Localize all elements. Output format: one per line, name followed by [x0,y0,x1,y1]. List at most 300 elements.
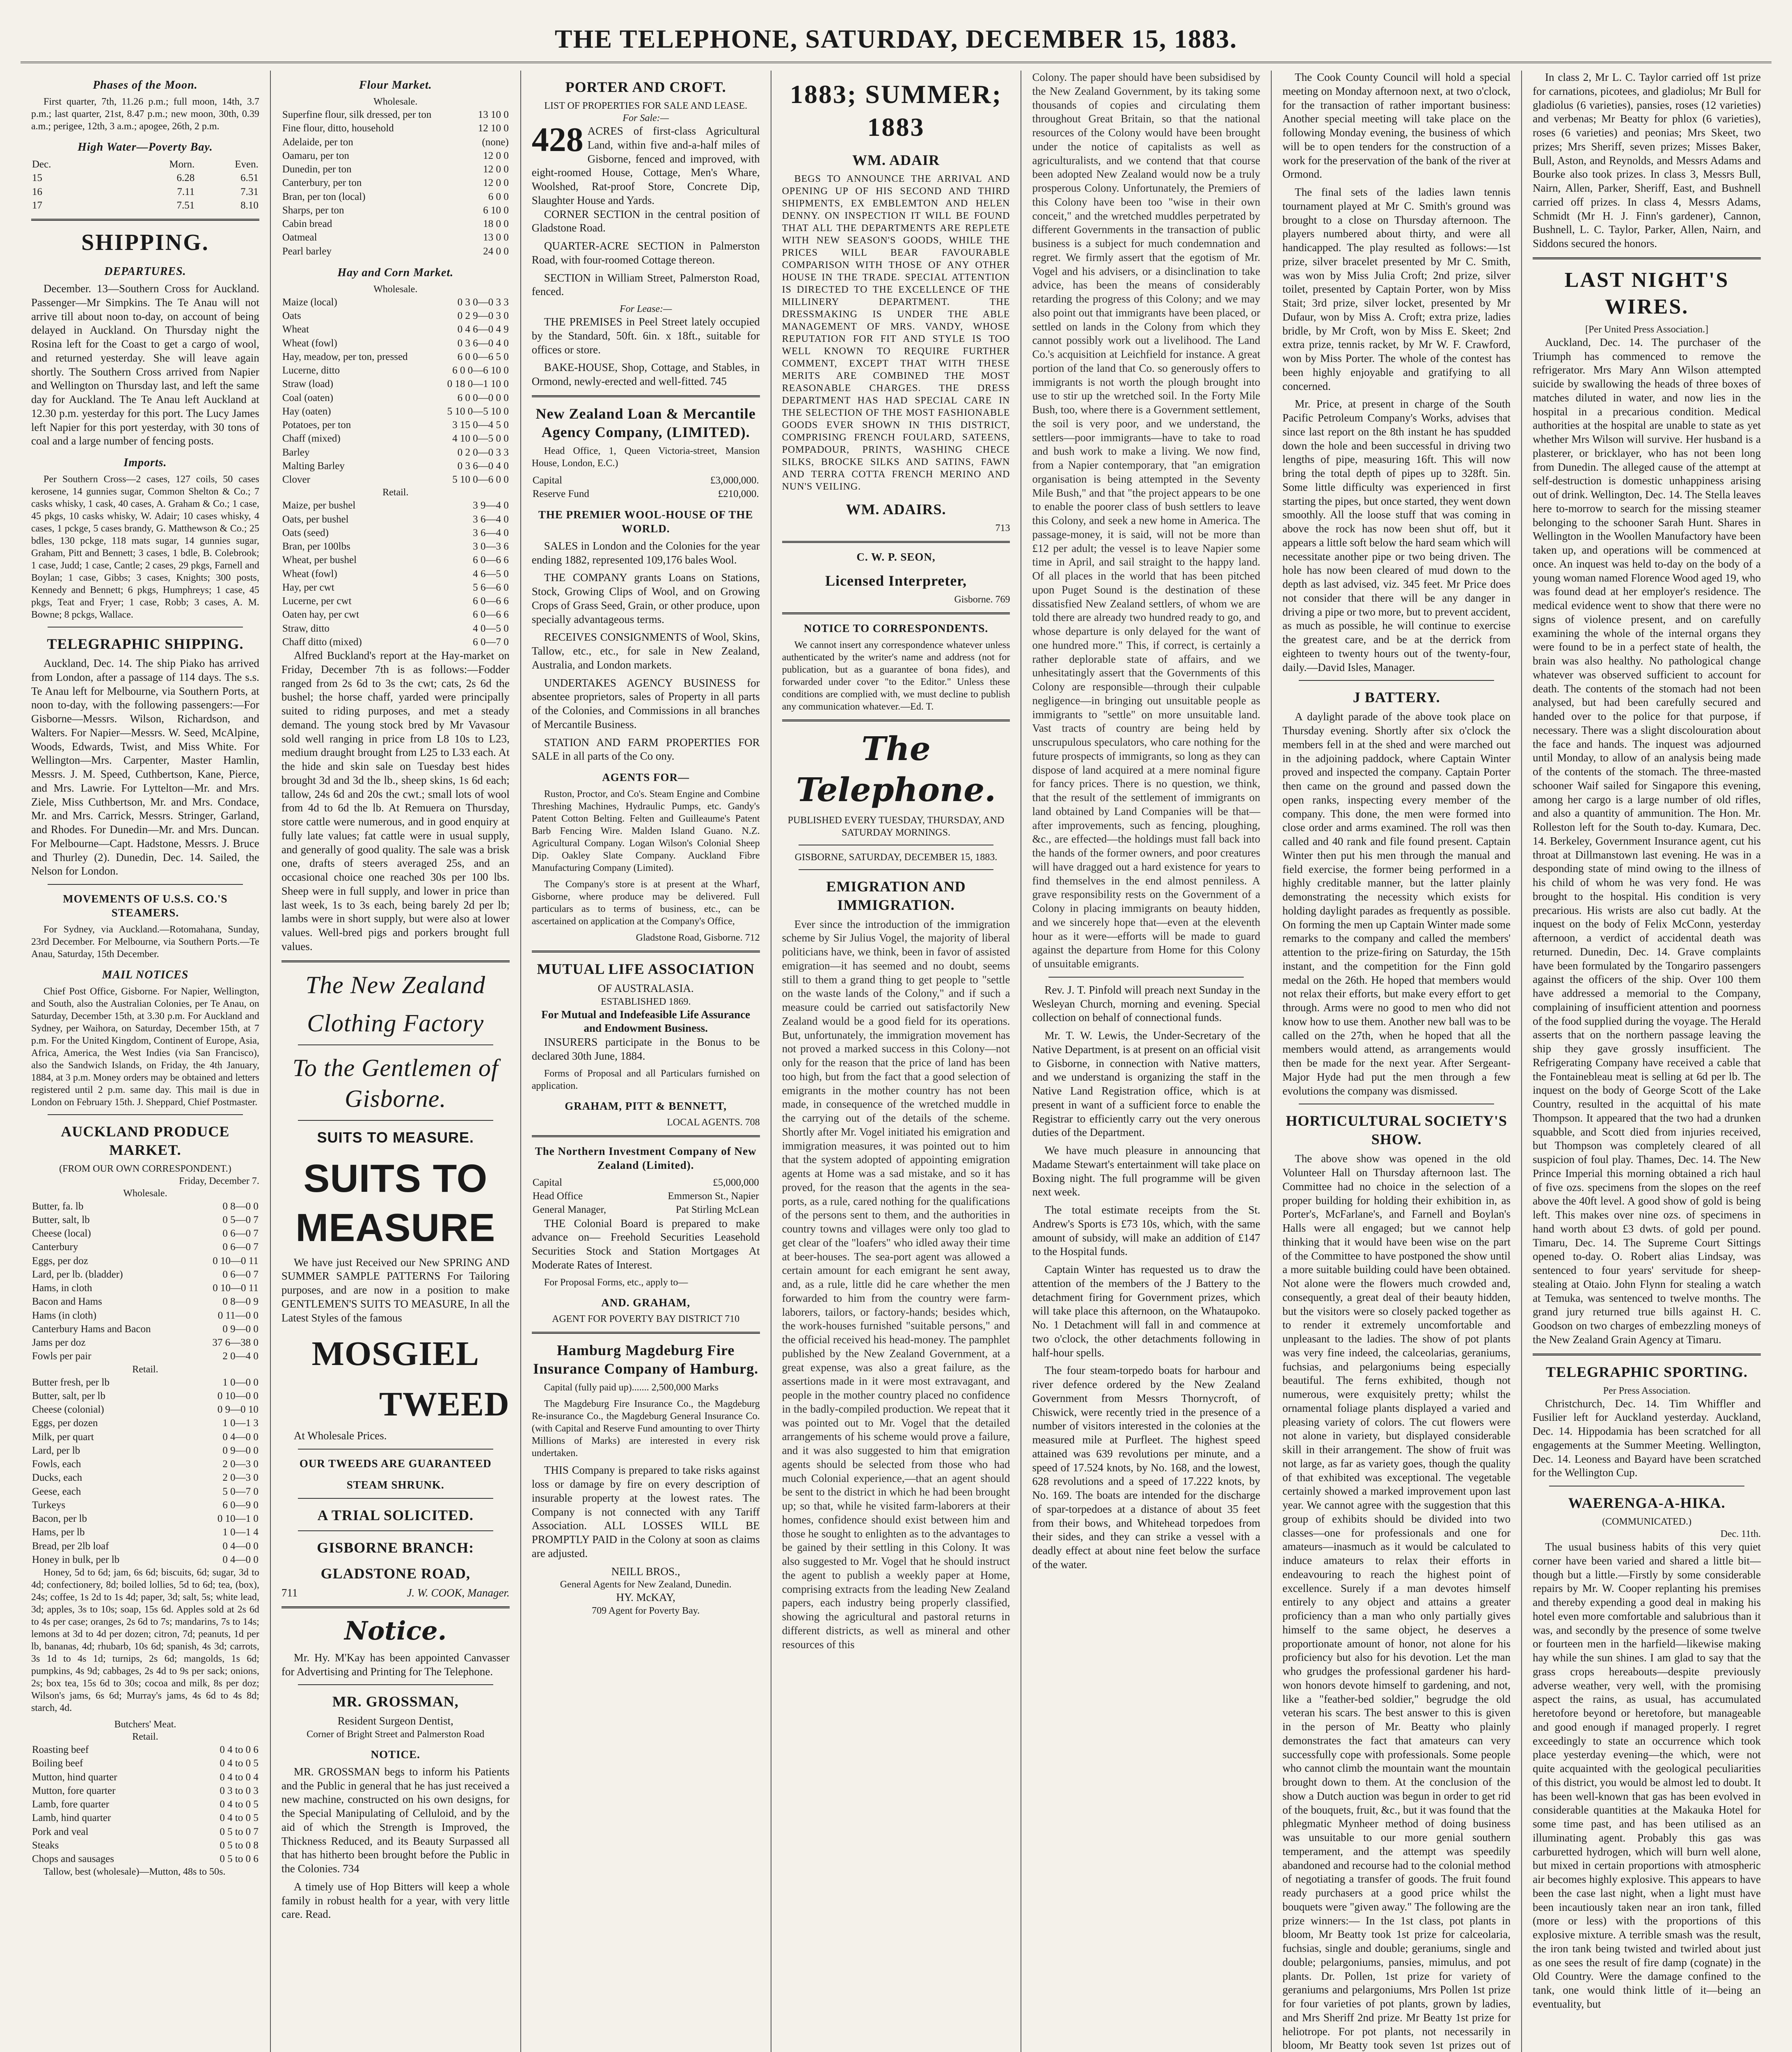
row-value: 18 0 0 [483,218,509,229]
row-value: 5 10 0—6 0 0 [452,474,509,485]
table-row [282,163,510,176]
neill-heading: NEILL BROS., [611,1565,680,1578]
porter-croft-subheading: LIST OF PROPERTIES FOR SALE AND LEASE. [544,101,748,111]
hay-retail-table [282,499,510,649]
row-label: Hay, meadow, per ton, pressed [282,351,408,362]
wholesale-prices-text: At Wholesale Prices. [293,1429,387,1442]
adair-signature: WM. ADAIRS. [846,501,946,518]
winter-text: Captain Winter has requested us to draw the attention of the members of the J Battery to the detachment firing for Government prizes, which will take place this afternoon, on the Whataupoko. No. 1 Detachment will fall in and commence at two o'clock, the other detachments following in half-hour spells. [1032,1263,1261,1359]
station-text: STATION AND FARM PROPERTIES FOR SALE in all parts of the Co ony. [531,736,760,763]
row-label: Hams, per lb [32,1527,85,1538]
row-label: Coal (oaten) [282,392,334,403]
row-label: Butter, salt, lb [32,1214,90,1225]
table-row [282,513,510,526]
j-battery-text: A daylight parade of the above took place on Thursday evening. Shortly after six o'clock the members fell in at the shed and were marched out in the adjoining paddock, where Captain Winter proved and inspected the company. Captain Porter then came on the ground and passed down the open ranks, inspecting every member of the company. This done, the men were formed into close order and arms examined. The roll was then called and 40 rank and file found present. Captain Winter then put his men through the manual and field exercise, the former being performed in a highly creditable manner, but the latter plainly demonstrating the necessity which exists for holding daylight parades as frequently as possible. On forming the men up Captain Winter made some remarks to the company and called the members' attention to the prize-firing on Saturday, the 15th instant, and the competition for the Finn gold medal on the 26th. He hoped that members would not relax their efforts, but make every effort to get through. Arms were no good to men who did not know how to use them. Another new ball was to be called on the 27th, when he hoped that all the members would attend, as arrangements would then be made for the next year. After Sergeant-Major Hyde had put the men through a few evolutions the company was dismissed. [1282,710,1511,1097]
row-value: £5,000,000 [713,1177,759,1188]
grossman-heading: MR. GROSSMAN, [332,1693,459,1710]
store-text: The Company's store is at present at the Wharf, Gisborne, where produce may be delivered. Full particulars as to terms of business, etc., can be ascertained on application at the Company's Office, [531,879,760,927]
table-row [282,190,510,204]
row-label: Adelaide, per ton [282,136,353,148]
divider [48,1114,243,1115]
class-2-text: In class 2, Mr L. C. Taylor carried off 1st prize for carnations, picotees, and gladiolus; Mr Bull for gladiolus (6 varieties), pansies, roses (12 varieties) and verbenas; Mr Beatty for phlox (6 varieties), roses (6 varieties) and peonias; Mrs Skeet, two prizes; Mrs Sheriff, seven prizes; Misses Baker, Bull, Aston, and Reynolds, and Messrs Adams and Bourke also took prizes. In class 3, Messrs Bull, Nairn, Allen, Parker, Sheriff, East, and Bushnell carried off prizes. In class 4, Messrs Adams, Schmidt (Mr H. J. Finn's gardener), Cannon, Bushnell, L. C. Taylor, Parker, Allen, Nairn, and Siddons secured the honors. [1533,71,1761,250]
row-value: 6 0—6 6 [473,595,509,607]
row-label: Dunedin, per ton [282,164,352,175]
table-row [31,1457,259,1471]
sporting-text: Christchurch, Dec. 14. Tim Whiffler and Fusilier left for Auckland yesterday. Auckland, Dec. 14. Hippodamia has been scratched for all engagements at the Summer Meeting. Wellington, Dec. 14. Leoness and Bayard have been scratched for the Wellington Cup. [1533,1397,1761,1479]
row-label: Hay (oaten) [282,405,331,417]
row-label: Pork and veal [32,1826,89,1837]
row-value: 0 4 to 0 5 [220,1758,259,1769]
table-row [282,594,510,608]
row-label: Bran, per 100lbs [282,541,350,552]
correspondents-heading: NOTICE TO CORRESPONDENTS. [803,622,989,634]
divider [782,719,1010,721]
row-label: Straw (load) [282,378,334,390]
table-row [282,526,510,540]
stewart-text: We have much pleasure in announcing that Madame Stewart's entertainment will take place on Boxing night. The full programme will be given next week. [1032,1144,1261,1198]
row-label: Clover [282,474,310,485]
divider [31,219,259,221]
row-value: 4 10 0—5 0 0 [452,433,509,444]
row-value: 3 6—4 0 [473,513,509,525]
row-value: 3 0—3 6 [473,541,509,552]
row-label: Potatoes, per ton [282,419,351,431]
row-label: Jams per doz [32,1337,86,1348]
row-value: 3 9—4 0 [473,500,509,511]
suits-small-heading: SUITS TO MEASURE. [317,1129,474,1146]
row-label: Hams, in cloth [32,1282,92,1294]
emigration-heading: EMIGRATION AND IMMIGRATION. [826,878,966,913]
moon-heading: Phases of the Moon. [93,79,198,92]
row-value: 6 0 0—0 0 0 [457,392,509,403]
mutual-life-subheading: OF AUSTRALASIA. [597,982,694,994]
column-2 [271,71,521,2052]
divider [532,1332,760,1334]
council-text: The Cook County Council will hold a special meeting on Monday afternoon next, at two o'clock, for the transaction of rather important business: Another special meeting will take place on the following Monday evening, the business of which will be to open tenders for the construction of a work for the preservation of the bank of the river at Ormond. [1282,71,1511,181]
table-row [31,1336,259,1349]
table-row [282,418,510,432]
table-row [282,377,510,391]
row-value: 12 10 0 [478,123,509,134]
for-lease-label: For Lease:— [619,304,672,314]
gentlemen-heading: To the Gentlemen of Gisborne. [292,1054,499,1112]
table-row: 15 6.28 6.51 [32,172,259,184]
agents-text: Ruston, Proctor, and Co's. Steam Engine and Combine Threshing Machines, Hydraulic Pumps, etc. Gandy's Patent Cotton Belting. Felten and Guilleaume's Patent Barb Fencing Wire. Malden Island Guano. N.Z. Agricultural Company. Logan Wilson's Colonial Sheep Dip. Oakley Slate Company. Auckland Fibre Manufacturing Company (Limited). [531,788,760,873]
summer-heading: 1883; SUMMER; 1883 [790,80,1002,142]
divider [1533,1353,1761,1356]
row-label: Malting Barley [282,460,345,472]
table-row [282,350,510,364]
row-label: Lard, per lb [32,1445,80,1456]
table-row [31,1240,259,1254]
row-label: Roasting beef [32,1744,89,1755]
table-row [282,567,510,581]
row-value: 5 10 0—5 10 0 [447,405,509,417]
row-value: 0 9—0 0 [222,1323,259,1335]
table-row [282,323,510,336]
table-row [282,432,510,445]
table-row [282,581,510,594]
grossman-text: MR. GROSSMAN begs to inform his Patients and the Public in general that he has just received a new machine, constructed on his own designs, for the Special Manipulating of Celluloid, and by the aid of which the Strength is Improved, the Thickness Reduced, and its Beauty Surpassed all that has hitherto been brought before the Public in the Colonies. 734 [281,1765,510,1875]
table-row [31,1309,259,1322]
row-label: Milk, per quart [32,1431,94,1443]
manager-line [282,1586,510,1600]
movements-text: For Sydney, via Auckland.—Rotomahana, Sunday, 23rd December. For Melbourne, via Southern Ports.—Te Anau, Saturday, 15th December. [31,924,259,960]
row-value: 0 4—0 0 [222,1431,259,1443]
seon-heading: C. W. P. SEON, [856,551,936,563]
wholesale-label: Wholesale. [123,1188,167,1199]
insurers-text: INSURERS participate in the Bonus to be declared 30th June, 1884. [531,1036,760,1062]
table-row [282,108,510,121]
table-row [282,149,510,163]
row-label: Maize, per bushel [282,500,356,511]
divider [1048,977,1244,978]
column-7 [1522,71,1771,2052]
table-row [282,231,510,244]
row-value: 0 5 to 0 6 [220,1853,259,1864]
row-value: 0 10—1 0 [217,1513,259,1524]
row-value: 0 11—0 0 [217,1310,259,1321]
produce-date: Friday, December 7. [179,1175,259,1186]
wires-heading: LAST NIGHT'S WIRES. [1564,268,1729,318]
for-sale-label: For Sale:— [623,113,669,124]
column-1 [21,71,271,2052]
row-value: 0 3 6—0 4 0 [457,460,509,472]
graham-subheading: AGENT FOR POVERTY BAY DISTRICT 710 [552,1314,740,1325]
row-label: Cheese (colonial) [32,1404,104,1415]
divider [298,1044,493,1045]
trial-heading: A TRIAL SOLICITED. [317,1507,474,1523]
row-label: Superfine flour, silk dressed, per ton [282,109,432,120]
divider [282,960,510,962]
divider [298,1530,493,1531]
telephone-dateline: GISBORNE, SATURDAY, DECEMBER 15, 1883. [794,852,998,863]
row-value: 0 4 6—0 4 9 [457,324,509,335]
row-value: 1 0—1 4 [222,1527,259,1538]
mosgiel-heading: MOSGIEL [311,1335,479,1373]
row-value: 0 3 0—0 3 3 [457,296,509,308]
row-value: 0 10—0 11 [213,1282,259,1294]
row-label: Mutton, hind quarter [32,1771,117,1783]
row-value: 0 6—0 7 [222,1228,259,1239]
gladstone-heading: GLADSTONE ROAD, [320,1565,470,1582]
row-label: Wheat [282,324,309,335]
seon-subheading: Gisborne. 769 [954,594,1010,605]
table-row [31,1539,259,1553]
row-value: 4 0—5 0 [473,623,509,634]
flour-label: Wholesale. [373,96,418,107]
row-value: 0 2 0—0 3 3 [457,447,509,458]
honey-prices-text: Honey, 5d to 6d; jam, 6s 6d; biscuits, 6d; sugar, 3d to 4d; confectionery, 8d; boiled lollies, 5d to 6d; tea, (box), 24s; coffee, 1s 2d to 1s 4d; paper, 3d; salt, 5s; white lead, 3d; apples, 3s to 10s; soap, 15s 6d. Apples sold at 2s 6d to 4s per case; oranges, 2s 6d to 7s; mandarins, 7s to 14s; lemons at 3d to 4d per dozen; citron, 7d; peanuts, 1d per lb, bananas, 4d; rhubarb, 10s 6d; spanish, 4s 3d; carrots, 3s 1d to 4s 1d; turnips, 2s 6d; mangolds, 1s 6d; pumpkins, 4s 9d; cabbages, 2s 4d to 9s per sack; onions, 2s; box tea, 15s 6d to 30s; cocoa and milk, 8s per doz; Wilson's jams, 6s 6d; Murray's jams, 4s 6d to 4s 8d; starch, 4d. [31,1567,259,1713]
row-label: Eggs, per doz [32,1255,88,1266]
row-value: 6 0—7 0 [473,636,509,648]
row-value: 0 4 to 0 4 [220,1771,259,1783]
shipping-heading: SHIPPING. [81,230,209,255]
consignments-text: RECEIVES CONSIGNMENTS of Wool, Skins, Tallow, etc., etc., for sale in New Zealand, Australia, and London markets. [531,631,760,671]
table-row [31,1743,259,1757]
table-row [282,473,510,486]
row-label: Fowls per pair [32,1351,92,1362]
table-row [31,1798,259,1811]
row-label: Lucerne, per cwt [282,595,352,607]
sporting-heading: TELEGRAPHIC SPORTING. [1546,1363,1748,1380]
row-label: Canterbury, per ton [282,177,362,189]
row-value: 0 2 9—0 3 0 [457,310,509,321]
guaranteed-line-1: OUR TWEEDS ARE GUARANTEED [299,1457,492,1470]
lewis-text: Mr. T. W. Lewis, the Under-Secretary of the Native Department, is at present on an official visit to Gisborne, in connection with Native matters, and we understand is organizing the staff in the Native Land Registration office, which is at present in want of a sufficient force to enable the Registrar to efficiently carry out the very onerous duties of the Department. [1032,1029,1261,1139]
waerenga-subheading: (COMMUNICATED.) [1602,1516,1692,1527]
tweed-heading: TWEED [379,1385,510,1424]
table-row [282,540,510,553]
bakehouse-text: BAKE-HOUSE, Shop, Cottage, and Stables, in Ormond, newly-erected and well-fitted. 745 [531,361,760,387]
divider [298,1684,493,1685]
row-label: Honey in bulk, per lb [32,1554,120,1565]
row-value: 0 10—0 11 [213,1255,259,1266]
company-loans-text: THE COMPANY grants Loans on Stations, Stock, Growing Clips of Wool, and on Growing Crops of Grass Seed, Grain, or other produce, upon specially advantageous terms. [531,571,760,625]
row-value: 12 0 0 [483,177,509,189]
row-label: Mutton, fore quarter [32,1785,116,1796]
hay-heading: Hay and Corn Market. [337,266,454,279]
row-label: Wheat (fowl) [282,337,337,349]
acres-number: 428 [531,121,584,159]
table-row [282,217,510,231]
table-row [31,1784,259,1798]
table-row [31,1268,259,1281]
row-value: 0 4 to 0 5 [220,1812,259,1824]
row-value: 1 0—0 0 [222,1376,259,1388]
table-row [31,1281,259,1295]
column-3 [521,71,771,2052]
table-row [31,1757,259,1770]
agents-heading: AGENTS FOR— [602,771,690,783]
row-value: 0 5 to 0 8 [220,1839,259,1851]
table-row [31,1254,259,1268]
table-row [31,1512,259,1525]
row-label: Wheat (fowl) [282,568,337,579]
table-row [31,1525,259,1539]
emigration-text: Ever since the introduction of the immigration scheme by Sir Julius Vogel, the majority of liberal politicians have, we think, been in favor of assisted emigration—it has seemed and no doubt, seems still to them a grand thing to get people to "settle on the waste lands of the Colony," and if such a measure could be carried out satisfactorily New Zealand would be a good field for its operations. But, unfortunately, the immigration movement has not proved a marked success in this Colony—not only for the reason that the price of land has been too high, but from the fact that a good selection of emigrants in the mother country has not been made, in consequence of the wretched muddle in the carrying out of the details of the scheme. Shortly after Mr. Vogel initiated his emigration and immigration measures, it was pointed out to him that the system adopted of appointing emigration agents at Home was a sad mistake, and so it has proved, for the reason that the agents in the sea-ports, as a rule, cared nothing for the qualifications of the persons sent to them, and the authorities in country towns and villages were only too glad to get clear of the "loafers" who idled away their time at beer-houses. The sea-port agent was allowed a certain amount for each emigrant he sent away, and, as a rule, little did he care whether the men forwarded to him from the country were farm-laborers, tailors, or factory-hands; besides which, the work-houses furnished "suitable persons," and the official received his head-money. The pamphlet published by the New Zealand Government, at a great expense, was also a great failure, as the assertions made in it were most extravagant, and people in the mother country placed no confidence in the badly-compiled production. We repeat that it was pointed out to Mr. Vogel that the detailed arrangements of his scheme would prove a failure, and it was also suggested to him that emigration agents should be selected from those who had much Colonial experience,—that an agent should be sent to the district in which he had been brought up; so that, while he visited farm-laborers at their homes, confidence should exist between him and those he sought to enlighten as to the advantages to be gained by their settling in this Colony. It was also suggested to Mr. Vogel that he should instruct the agent to publish a weekly paper at Home, comprising extracts from the leading New Zealand papers, each industry being properly classified, showing the agricultural and pastoral returns in different districts, as well as mineral and other resources of this [782,918,1010,1651]
row-label: Wheat, per bushel [282,554,357,566]
store-address: Gladstone Road, Gisborne. 712 [636,932,760,943]
wholesale-table [31,1200,259,1363]
table-row [282,245,510,258]
flour-table [282,108,510,258]
row-label: Chops and sausages [32,1853,114,1864]
table-row [282,553,510,567]
row-value: 0 10—0 0 [217,1390,259,1402]
table-row [31,1485,259,1498]
waerenga-date: Dec. 11th. [1720,1529,1761,1539]
grossman-subheading: Resident Surgeon Dentist, [337,1715,453,1727]
corner-section-text: CORNER SECTION in the central position of Gladstone Road. [531,208,760,234]
hay-table [282,295,510,487]
masthead-title: THE TELEPHONE, SATURDAY, DECEMBER 15, 1883. [21,16,1771,63]
table-row [31,1839,259,1852]
suits-big-heading: SUITS TO MEASURE [295,1156,496,1250]
j-battery-heading: J BATTERY. [1353,689,1440,706]
tide-heading: High Water—Poverty Bay. [78,141,213,153]
porter-croft-heading: PORTER AND CROFT. [565,79,726,95]
table-row [31,1444,259,1457]
table-row [31,1430,259,1444]
row-value: 0 4—0 0 [222,1540,259,1552]
row-value: 0 4 to 0 5 [220,1799,259,1810]
mckay-subheading: 709 Agent for Poverty Bay. [592,1605,700,1616]
divider [532,1135,760,1137]
retail-label: Retail. [132,1364,158,1375]
sporting-subheading: Per Press Association. [1603,1385,1691,1396]
table-row [532,1189,760,1203]
manager-name: J. W. COOK, Manager. [407,1586,510,1599]
row-label: Oats, per bushel [282,513,349,525]
row-label: Lamb, hind quarter [32,1812,111,1824]
row-label: Bran, per ton (local) [282,191,366,202]
sports-text: The total estimate receipts from the St. Andrew's Sports is £73 10s, which, with the same amount of subsidy, will make an addition of £147 to the Hospital funds. [1032,1204,1261,1258]
row-label: Chaff (mixed) [282,433,341,444]
row-value: 4 6—5 0 [473,568,509,579]
row-value: 6 0—6 6 [473,609,509,621]
row-value: 37 6—38 0 [212,1337,259,1348]
column-5 [1021,71,1272,2052]
seon-licensed: Licensed Interpreter, [825,572,967,589]
row-value: 0 3 6—0 4 0 [457,337,509,349]
divider [782,541,1010,543]
table-row [282,635,510,649]
hop-bitters-text: A timely use of Hop Bitters will keep a whole family in robust health for a year, with very little care. Read. [281,1880,510,1921]
row-label: Oats [282,310,301,321]
table-row [282,135,510,149]
row-label: Eggs, per dozen [32,1418,98,1429]
table-row [282,608,510,621]
table-row [282,364,510,377]
tennis-text: The final sets of the ladies lawn tennis tournament played at Mr C. Smith's ground was brought to a close on Thursday afternoon. The players numbered about thirty, and were all handicapped. The play resulted as follows:—1st prize, silver bracelet presented by Mr C. Smith, was won by Miss Julia Croft; 2nd prize, silver toilet, presented by Captain Porter, won by Miss Stait; 3rd prize, silver locket, presented by Mr Dufaur, won by Miss A. Croft; extra prize, ladies bridle, by Mr Croft, won by Miss E. Skeet; 2nd extra prize, tennis racket, by Mr W. F. Crawford, won by Miss Porter. The whole of the contest has been highly enjoyable and gratifying to all concerned. [1282,186,1511,392]
row-value: 2 0—3 0 [222,1459,259,1470]
nz-loan-heading: New Zealand Loan & Mercantile Agency Company, (LIMITED). [536,405,756,440]
row-value: 24 0 0 [483,245,509,257]
row-label: Hay, per cwt [282,582,334,593]
produce-subheading: (FROM OUR OWN CORRESPONDENT.) [59,1163,231,1174]
table-row [31,1403,259,1416]
manager-number: 711 [281,1586,298,1599]
row-value: 0 3 to 0 3 [220,1785,259,1796]
imports-text: Per Southern Cross—2 cases, 127 coils, 50 cases kerosene, 14 gunnies sugar, Common Shelton & Co.; 7 casks whisky, 1 cask, 40 cases, A. Graham & Co.; 1 case, 45 pkgs, 10 casks whisky, W. Adair; 10 cases whisky, 4 cases, 1 pckge, 5 cases brandy, G. Matthewson & Co.; 25 bdles, 130 pckge, 118 mats sugar, 14 gunnies sugar, Graham, Pitt and Bennett; 3 cases, 1 bdle, B. Colebrook; 1 case, Judd; 1 case, Cantle; 2 cases, 29 pkgs, Farnell and Boylan; 1 case, Gibbs; 3 cases, Knights; 300 posts, Kennedy and Bennett; 6 pkgs, Humphreys; 1 case, 45 pkgs, Teat and Fryer; 1 case, Robb; 3 cases, A. M. Bowne; 8 pckgs, Wallace. [31,474,259,620]
pinfold-text: Rev. J. T. Pinfold will preach next Sunday in the Wesleyan Church, morning and evening. Special collection on behalf of connectional funds. [1032,983,1261,1024]
table-row [31,1498,259,1512]
divider [48,884,243,885]
departures-heading: DEPARTURES. [104,265,186,278]
row-label: Lard, per lb. (bladder) [32,1269,123,1280]
telegraphic-shipping-heading: TELEGRAPHIC SHIPPING. [47,636,244,652]
row-value: 12 0 0 [483,150,509,161]
telephone-title: The Telephone. [796,729,996,809]
row-value: 12 0 0 [483,164,509,175]
agency-text: UNDERTAKES AGENCY BUSINESS for absentee proprietors, sales of Property in all parts of the Colonies, and Commissions in all branches of Mercantile Business. [531,676,760,731]
row-label: Straw, ditto [282,623,330,634]
row-label: Maize (local) [282,296,337,308]
mail-notices-text: Chief Post Office, Gisborne. For Napier, Wellington, and South, also the Australian Colonies, per Te Anau, on Saturday, December 15th, at 3.30 p.m. For Auckland and Sydney, per Waihora, on Saturday, December 15th, at 7 p.m. For the United Kingdom, Continent of Europe, Asia, Africa, America, the West Indies (via San Francisco), also the Sandwich Islands, on Friday, the 4th January, 1884, at 3 p.m. Money orders may be obtained and letters registered until 2 p.m. same day. This mail is due in London on February 15th. J. Sheppard, Chief Postmaster. [31,986,259,1108]
row-label: General Manager, [532,1204,606,1216]
row-value: 6 10 0 [483,204,509,216]
row-value: (none) [482,136,509,148]
column-4 [771,71,1022,2052]
table-row [31,1553,259,1566]
table-row: Capital £3,000,000. [532,474,759,486]
hamburg-capital: Capital (fully paid up)....... 2,500,000 Marks [544,1382,719,1393]
row-value: 5 6—6 0 [473,582,509,593]
tide-table [31,158,259,212]
table-row [282,459,510,473]
hamburg-text: The Magdeburg Fire Insurance Co., the Magdeburg Re-insurance Co., the Magdeburg General Insurance Co. (with Capital and Reserve Fund amounting to over Thirty Millions of Marks) are interested in every risk undertaken. [531,1399,760,1459]
capital-table [532,474,760,501]
established-text: ESTABLISHED 1869. [600,996,691,1007]
row-value: 6 0 0—6 5 0 [457,351,509,362]
row-value: Pat Stirling McLean [675,1204,759,1216]
moon-text: First quarter, 7th, 11.26 p.m.; full moon, 14th, 3.7 p.m.; last quarter, 21st, 8.47 p.m.; new moon, 30th, 0.39 a.m.; perigee, 12th, 3 a.m.; apogee, 26th, 2 p.m. [31,96,259,132]
notice-2-heading: NOTICE. [371,1748,420,1761]
row-label: Oats (seed) [282,527,329,538]
departures-text: December. 13—Southern Cross for Auckland. Passenger—Mr Simpkins. The Te Anau will not arrive till about noon to-day, on account of being delayed in Auckland. On Thursday night the Rosina left for the Coast to get a cargo of wool, and returned yesterday. She will leave again shortly. The Southern Cross arrived from Napier and Wellington on Thursday last, and left the same day for Auckland. The Te Anau left Auckland at 12.30 p.m. yesterday for this port. The Lucy James left Napier for this port yesterday, with 30 tons of coal and a large number of fencing posts. [31,282,259,447]
colonial-board-text: THE Colonial Board is prepared to make advance on— Freehold Securities Leasehold Securities Stock and Station Mortgages At Moderate Rates of Interest. [531,1217,760,1271]
row-value: 2 0—4 0 [222,1351,259,1362]
table-row [31,1416,259,1430]
table-row [282,622,510,635]
mutual-tagline: For Mutual and Indefeasible Life Assurance and Endowment Business. [541,1008,751,1035]
divider [48,627,243,628]
row-value: 0 4—0 0 [222,1554,259,1565]
acres-text: ACRES of first-class Agricultural Land, within five and-a-half miles of Gisborne, fenced and improved, with eight-roomed House, Cottage, Men's Whare, Woolshed, Rat-proof Store, Concrete Dip, Slaughter House and Yards. [531,125,760,206]
table-row [31,1389,259,1403]
emigration-continued-text: Colony. The paper should have been subsidised by the New Zealand Government, by its taking some thousands of copies and circulating them throughout Great Britain, so that the national resources of the Colony would have been brought under the notice of capitalists as well as agriculturalists, and we contend that that course been adopted New Zealand would now be a truly prosperous Colony. Unfortunately, the Premiers of this Colony have been too "wise in their own conceit," and the wretched muddles perpetrated by different Governments in the transaction of public business is a subject for much condemnation and regret. We firmly assert that the egotism of Mr. Vogel and his advisers, or a disinclination to take advice, has been the means of considerably retarding the progress of this Colony; and we may also point out that immigrants have been placed, or settled on lands in the Colony from which they cannot possibly work out a livelihood. The Land Co.'s acquisition at Leichfield for instance. A great portion of the land that Co. so generously offers to immigrants is not worth the plough brought into use to stir up the wretched soil. In the Forty Mile Bush, too, where there is a Government settlement, the soil is very poor, and we understand, the settlers—poor immigrants—have to take to road and bush work to make a living. We now find, from a Napier contemporary, that "an emigration organisation is being attempted in the Seventy Mile Bush," and that "the project appears to be one to enable the poorer class of bush settlers to leave this Colony, and seek a new home in America. The passage-money, it is said, will not be more than £12 per adult; the vessel is to leave Napier some time in April, and sail straight to the happy land. Of all places in the world that has been pitched upon Puget Sound is the destination of these dissatisfied New Zealand settlers, of whom we are told there are already two hundred ready to go, and whose departure is only delayed for the want of one hundred more." This, if correct, is certainly a rather deplorable state of affairs, and we unhesitatingly assert that the Governments of this Colony are responsible—through their culpable negligence—in bringing out unsuitable people as immigrants to "settle" on more unsuitable land. Vast tracts of country are being held by unscrupulous speculators, who care nothing for the future prospects of immigrants, so long as they can dispose of land acquired at a mere nominal figure for fancy prices. There is no question, we think, that the result of the settlement of immigrants on land obtained by Land Companies will be that—after improvements, such as fencing, ploughing, &c., are effected—the holdings must fall back into the hands of the former owners, and poor creatures will have dragged out a hard existence for years to find themselves in the end almost penniless. A grave responsibility rests on the Government of a Colony in placing immigrants on beauty hidden, and we sincerely hope that—even at the eleventh hour as it were—efforts will be made to guard against the departure from Home for this Colony of unsuitable emigrants. [1032,71,1261,970]
row-label: Bread, per 2lb loaf [32,1540,109,1552]
horticultural-text: The above show was opened in the old Volunteer Hall on Thursday afternoon last. The Committee had no choice in the selection of a proper building for holding their exhibition in, as Porter's, McFarlane's, and Farnell and Boylan's Halls were all engaged; but we cannot help thinking that it would have been wise on the part of the Committee to have postponed the show until a more suitable building could have been obtained. Not alone were the flowers much crowded and, consequently, a great deal of their beauty hidden, but the visitors were so closely packed together as to render it extremely uncomfortable and unpleasant to the ladies. The show of pot plants was very fine indeed, the calceolarias, geraniums, fuchsias, and pelargoniums being especially beautiful. The ferns exhibited, though not numerous, were exquisitely pretty; whilst the ornamental foliage plants displayed a varied and pleasing variety of colors. The cut flowers were not alone in variety, but displayed considerable skill in their arrangement. The show of fruit was not large, as far as variety goes, though the quality of that exhibited was exceptional. The vegetable certainly showed a marked improvement upon last year. We cannot agree with the suggestion that this group of exhibits should be divided into two classes—one for professionals and one for amateurs—inasmuch as it would be calculated to induce amateurs to relax their efforts in endeavouring to reach the highest point of excellence. Surely if a man devotes himself entirely to any object and attains a greater proficiency than a man who only partially gives himself to the same object, he deserves a proportionate amount of honor, not alone for his proficiency but also for his devotion. Let the man who grudges the professional gardener his hard-won honors devote himself to gardening, and not, like a "feather-bed soldier," begrudge the old veteran his scars. The best answer to this is given in the person of Mr. Beatty who plainly demonstrates the fact that amateurs can very successfully cope with professionals. Some people who cannot climb the mountain want the mountain brought down to them. At the conclusion of the show a Dutch auction was begun in order to get rid of the bouquets, fruit, &c., but it was found that the phlegmatic Mynheer method of doing business was unsuitable to our more genial southern temperament, and the attempt was speedily abandoned and recourse had to the colonial method of negotiating a transfer of goods. The fruit found ready purchasers at a good price whilst the bouquets were "given away." The following are the prize winners:— In the 1st class, pot plants in bloom, Mr Beatty took 1st prize for calceolaria, fuchsias, single and double; geraniums, single and double; pelargoniums, pansies, mimulus, and pot plants. Dr. Pollen, 1st prize for variety of geraniums and pelargoniums, Mrs Pollen 1st prize for four varieties of pot plants, grown by ladies, and Mrs Sheriff 2nd prize. Mr Beatty 1st prize for heliotrope. For pot plants, not necessarily in bloom, Mr Beatty took seven 1st prizes out of [1282,1152,1511,2052]
row-label: Ducks, each [32,1472,82,1484]
table-row [31,1770,259,1784]
proposal-text: For Proposal Forms, etc., apply to— [544,1277,688,1288]
table-row [31,1322,259,1336]
imports-heading: Imports. [124,456,167,469]
row-value: 13 0 0 [483,232,509,243]
butchers-retail-label: Retail. [132,1731,158,1742]
row-label: Oatmeal [282,232,317,243]
table-row [282,337,510,350]
movements-heading: MOVEMENTS OF U.S.S. CO.'S STEAMERS. [63,893,228,919]
mckay-notice-text: Mr. Hy. M'Kay has been appointed Canvasser for Advertising and Printing for The Telephone. [281,1651,510,1678]
row-label: Fowls, each [32,1459,81,1470]
row-label: Canterbury Hams and Bacon [32,1323,151,1335]
horticultural-heading: HORTICULTURAL SOCIETY'S SHOW. [1286,1113,1508,1148]
row-value: 5 0—7 0 [222,1486,259,1497]
quarter-acre-text: QUARTER-ACRE SECTION in Palmerston Road, with four-roomed Cottage thereon. [531,240,760,266]
row-value: 0 6—0 7 [222,1241,259,1253]
divider [298,1498,493,1499]
table-row [282,405,510,418]
row-value: 3 15 0—4 5 0 [452,419,509,431]
telephone-subtitle: PUBLISHED EVERY TUESDAY, THURSDAY, AND SATURDAY MORNINGS. [787,815,1005,838]
table-row [282,121,510,135]
row-label: Cheese (local) [32,1228,91,1239]
graham-heading: AND. GRAHAM, [601,1296,691,1309]
tallow-text: Tallow, best (wholesale)—Mutton, 48s to 50s. [43,1866,226,1878]
flour-heading: Flour Market. [359,79,432,92]
petroleum-text: Mr. Price, at present in charge of the South Pacific Petroleum Company's Works, advises that since last report on the 8th instant he has spudded down the hole and been successful in driving two lengths of pipe, measuring 16ft. This will now bring the total depth of pipes up to 328ft. 5in. Some little difficulty was experienced in first starting the pipes, but once started, they went down smoothly. All the loose stuff that was coming in above the rock has now been shut off, but it appears a little soft below the hard seam which will necessitate another pipe or two being driven. The hole has now been cleared of mud down to the depth as last advised, viz. 345 feet. Mr Price does not consider that there will be any danger in driving a pipe or two more, but to prevent accident, as much as possible, he will continue to exercise the greatest care, and be at the derrick from eighteen to twenty hours out of the twenty-four, daily.—David Isles, Manager. [1282,398,1511,673]
table-row [31,1349,259,1363]
table-row [282,204,510,217]
divider [799,869,994,870]
table-row: Reserve Fund £210,000. [532,488,759,499]
william-street-text: SECTION in William Street, Palmerston Road, fenced. [531,271,760,298]
correspondents-text: We cannot insert any correspondence whatever unless authenticated by the writer's name and address (not for publication, but as a guarantee of bona fides), and forwarded under cover "to the Editor." Unless these conditions are complied with, we must decline to publish any communication whatever.—Ed. T. [782,639,1010,712]
produce-heading: AUCKLAND PRODUCE MARKET. [61,1123,230,1158]
